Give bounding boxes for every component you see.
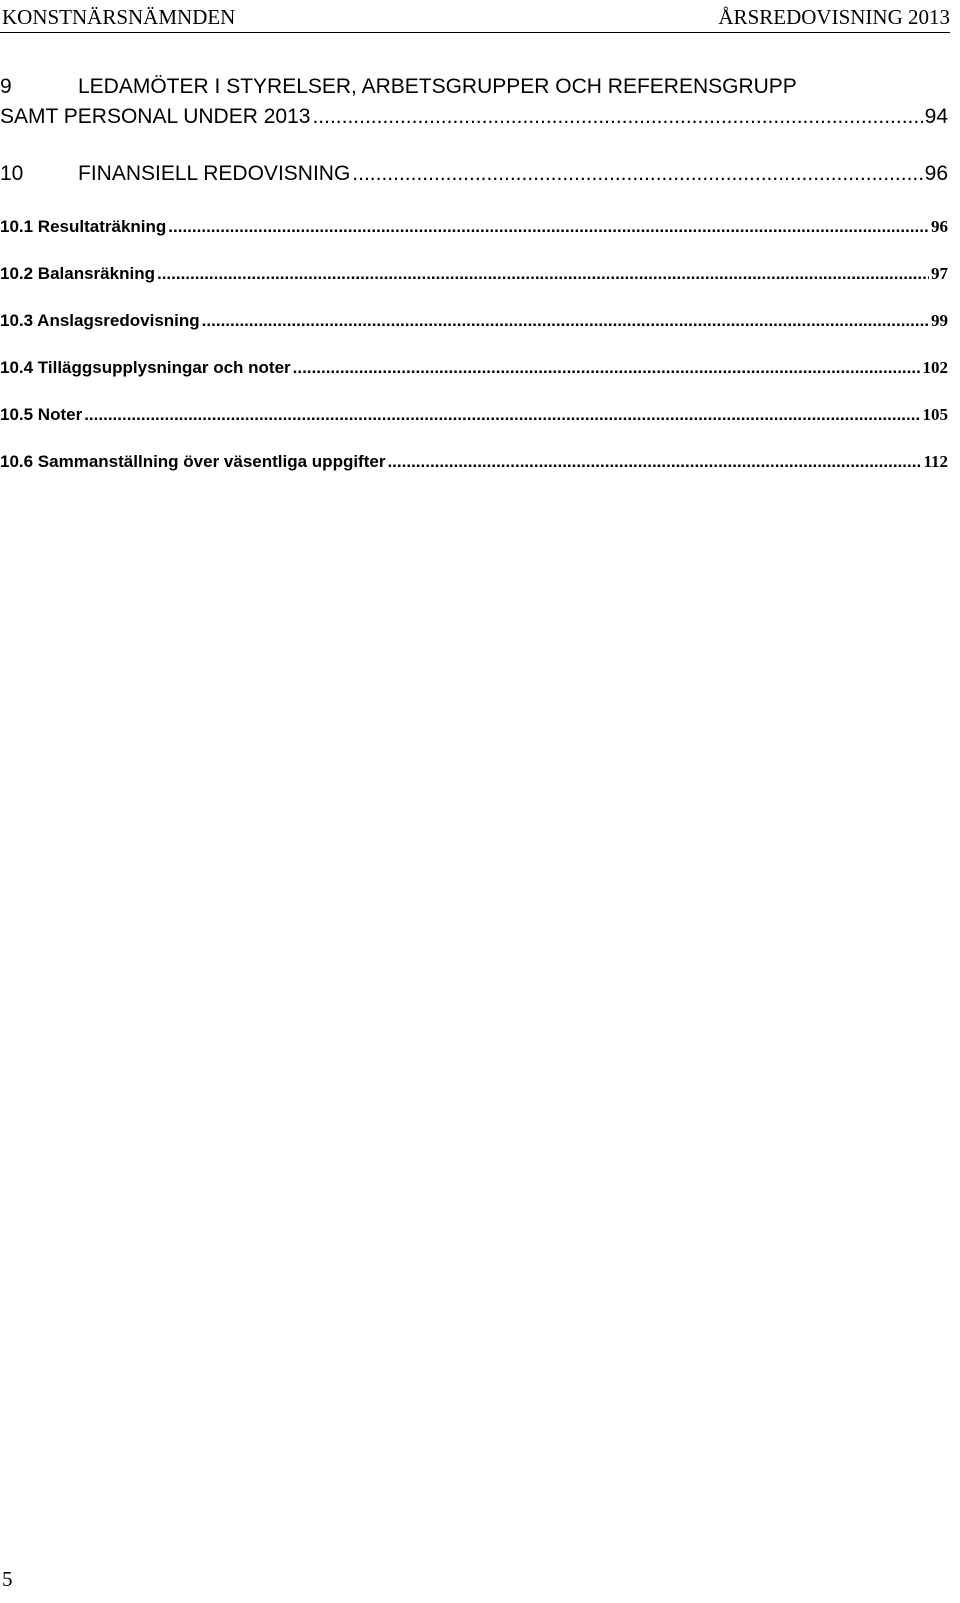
toc-entry-page: 102 [922,358,948,377]
dot-leader [202,310,929,332]
toc-entry-title-continued: SAMT PERSONAL UNDER 2013 [0,105,311,128]
toc-entry-page: 112 [923,452,948,471]
toc-entry-title: LEDAMÖTER I STYRELSER, ARBETSGRUPPER OCH REFERENSGRUPP [78,75,797,98]
toc-entry-page: 105 [922,405,948,424]
dot-leader [84,404,920,426]
dot-leader [293,357,921,379]
toc-entry-line [0,159,948,189]
dot-leader [157,263,929,285]
dot-leader [168,216,929,238]
toc-entry-page: 97 [931,264,948,283]
toc-entry-line [0,72,948,102]
header-organization: KONSTNÄRSNÄMNDEN [2,5,236,29]
toc-entry-10-4[interactable] [0,357,948,379]
toc-entry-page: 96 [931,217,948,236]
toc-entry-page: 94 [924,105,948,128]
toc-entry-10-2[interactable] [0,263,948,285]
toc-entry-title: 10.2 Balansräkning [0,264,155,283]
toc-entry-number: 10 [0,162,24,185]
table-of-contents [0,72,948,498]
dot-leader [312,102,922,132]
toc-entry-number: 9 [0,75,12,98]
toc-entry-10-6[interactable] [0,451,948,473]
toc-entry-title: 10.1 Resultaträkning [0,217,167,236]
toc-entry-line [0,102,948,132]
dot-leader [387,451,921,473]
toc-entry-chapter-10[interactable] [0,159,948,189]
toc-entry-page: 96 [924,162,948,185]
dot-leader [352,159,922,189]
toc-entry-chapter-9[interactable] [0,72,948,132]
header-rule [0,32,950,33]
toc-entry-title: 10.4 Tilläggsupplysningar och noter [0,358,291,377]
toc-entry-title: 10.6 Sammanställning över väsentliga uppgifter [0,452,386,471]
running-header [2,4,950,30]
toc-entry-title: FINANSIELL REDOVISNING [78,162,351,185]
toc-entry-title: 10.3 Anslagsredovisning [0,311,200,330]
toc-entry-title: 10.5 Noter [0,405,83,424]
toc-entry-10-3[interactable] [0,310,948,332]
toc-entry-10-1[interactable] [0,216,948,238]
toc-entry-10-5[interactable] [0,404,948,426]
header-report-title: ÅRSREDOVISNING 2013 [718,5,950,29]
page-number: 5 [2,1567,13,1591]
toc-entry-page: 99 [931,311,948,330]
